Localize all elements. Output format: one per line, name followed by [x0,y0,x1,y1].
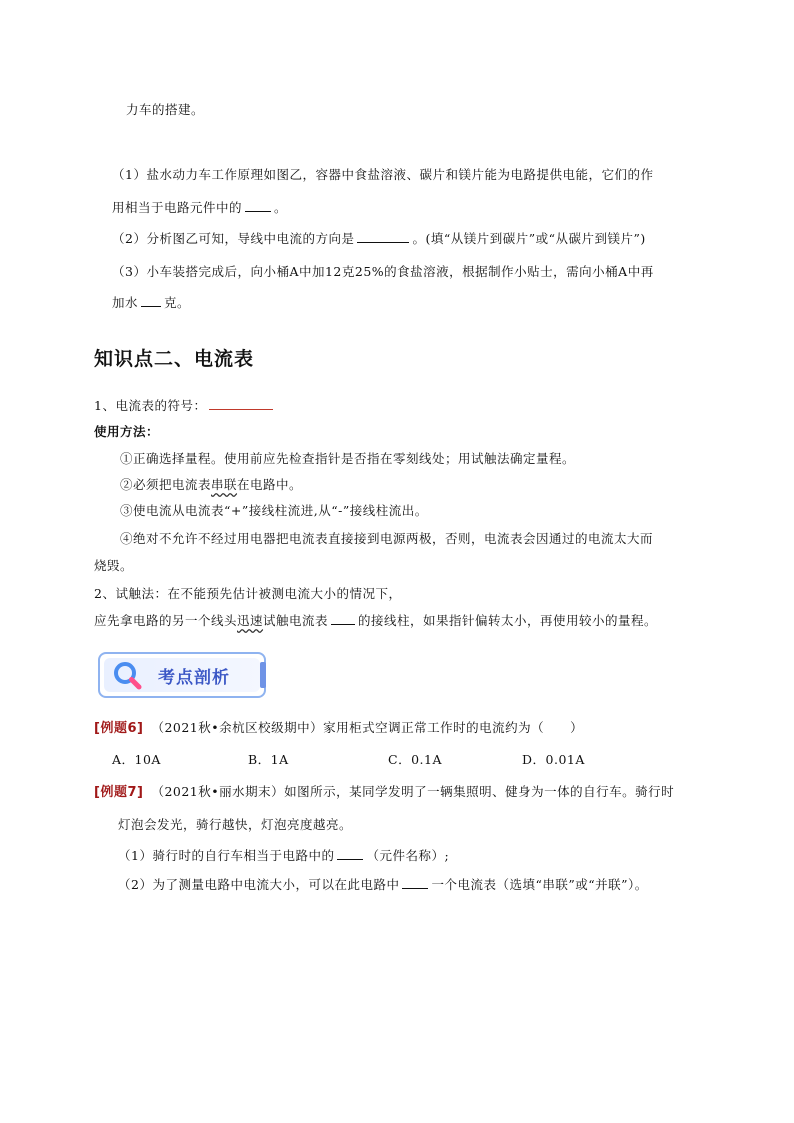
ex7-q1-post: （元件名称）; [366,848,450,863]
example-7-text: （2021秋•丽水期末）如图所示，某同学发明了一辆集照明、健身为一体的自行车。骑行时 [151,784,675,799]
banner-inner [104,658,260,692]
usage-item-2-wavy: 串联 [211,477,238,492]
ex7-q2-pre: （2）为了测量电路中电流大小，可以在此电路中 [118,877,400,892]
k1-symbol-label: 1、电流表的符号： [94,398,207,413]
q2-text [112,230,646,248]
banner-decoration [260,662,266,688]
k2-blank[interactable] [331,612,355,625]
example-7 [94,783,674,802]
usage-item-1: ①正确选择量程。使用前应先检查指针是否指在零刻线处；用试触法确定量程。 [120,451,576,466]
q1-line2-pre: 用相当于电路元件中的 [112,200,243,215]
section-banner [98,652,266,698]
k2-line2 [94,612,657,630]
q1-text: （1）盐水动力车工作原理如图乙，容器中食盐溶液、碳片和镁片能为电路提供电能，它们的作 [112,167,654,182]
q2-pre: （2）分析图乙可知，导线中电流的方向是 [112,231,355,246]
q3-line2-post: 克。 [164,295,191,310]
usage-item-4: ④绝对不允许不经过用电器把电流表直接接到电源两极，否则，电流表会因通过的电流太大而 [120,531,654,546]
symbol-blank[interactable] [209,397,273,410]
q3-text: （3）小车装搭完成后，向小桶A中加12克25%的食盐溶液，根据制作小贴士，需向小桶A中再 [112,264,654,279]
usage-item-3: ③使电流从电流表“+”接线柱流进,从“-”接线柱流出。 [120,503,428,518]
q2-blank[interactable] [357,230,409,243]
usage-item-4-cont: 烧毁。 [94,558,134,573]
k2-line2-wavy: 迅速 [237,613,264,628]
option-c[interactable]: C．0.1A [388,752,442,767]
ex7-q2-post: 一个电流表（选填“串联”或“并联”）。 [431,877,648,892]
q1-line2-post: 。 [274,200,288,215]
example-7-q1 [118,847,449,865]
ex7-q1-blank[interactable] [337,847,363,860]
q1-blank[interactable] [245,199,271,212]
k1-symbol-line [94,397,276,415]
banner-title: 考点剖析 [158,667,230,688]
example-7-tag: [例题7] [94,785,144,800]
example-6-text: （2021秋•余杭区校级期中）家用柜式空调正常工作时的电流约为（ ） [151,720,584,735]
ex7-q2-blank[interactable] [402,876,428,889]
usage-item-2-post: 在电路中。 [237,477,303,492]
search-icon [110,658,144,692]
intro-text: 力车的搭建。 [126,102,205,117]
q2-post: 。(填“从镁片到碳片”或“从碳片到镁片”) [412,231,646,246]
k2-line2-pre: 应先拿电路的另一个线头 [94,613,238,628]
k2-line2-post: 的接线柱，如果指针偏转太小，再使用较小的量程。 [358,613,658,628]
usage-item-2 [120,476,302,494]
option-d[interactable]: D．0.01A [522,752,585,767]
k2-line2-mid: 试触电流表 [263,613,329,628]
usage-label: 使用方法： [94,424,160,439]
q3-blank[interactable] [141,294,161,307]
example-6-tag: [例题6] [94,721,144,736]
q3-line2 [112,294,190,312]
example-7-line2: 灯泡会发光，骑行越快，灯泡亮度越亮。 [118,817,353,832]
ex7-q1-pre: （1）骑行时的自行车相当于电路中的 [118,848,335,863]
option-b[interactable]: B．1A [248,752,289,767]
q3-line2-pre: 加水 [112,295,139,310]
usage-item-2-pre: ②必须把电流表 [120,477,212,492]
section-title: 知识点二、电流表 [94,348,255,370]
q1-line2 [112,199,287,217]
example-7-q2 [118,876,648,894]
example-6 [94,719,583,738]
option-a[interactable]: A．10A [112,752,161,767]
k2-line1: 2、试触法：在不能预先估计被测电流大小的情况下， [94,586,402,601]
